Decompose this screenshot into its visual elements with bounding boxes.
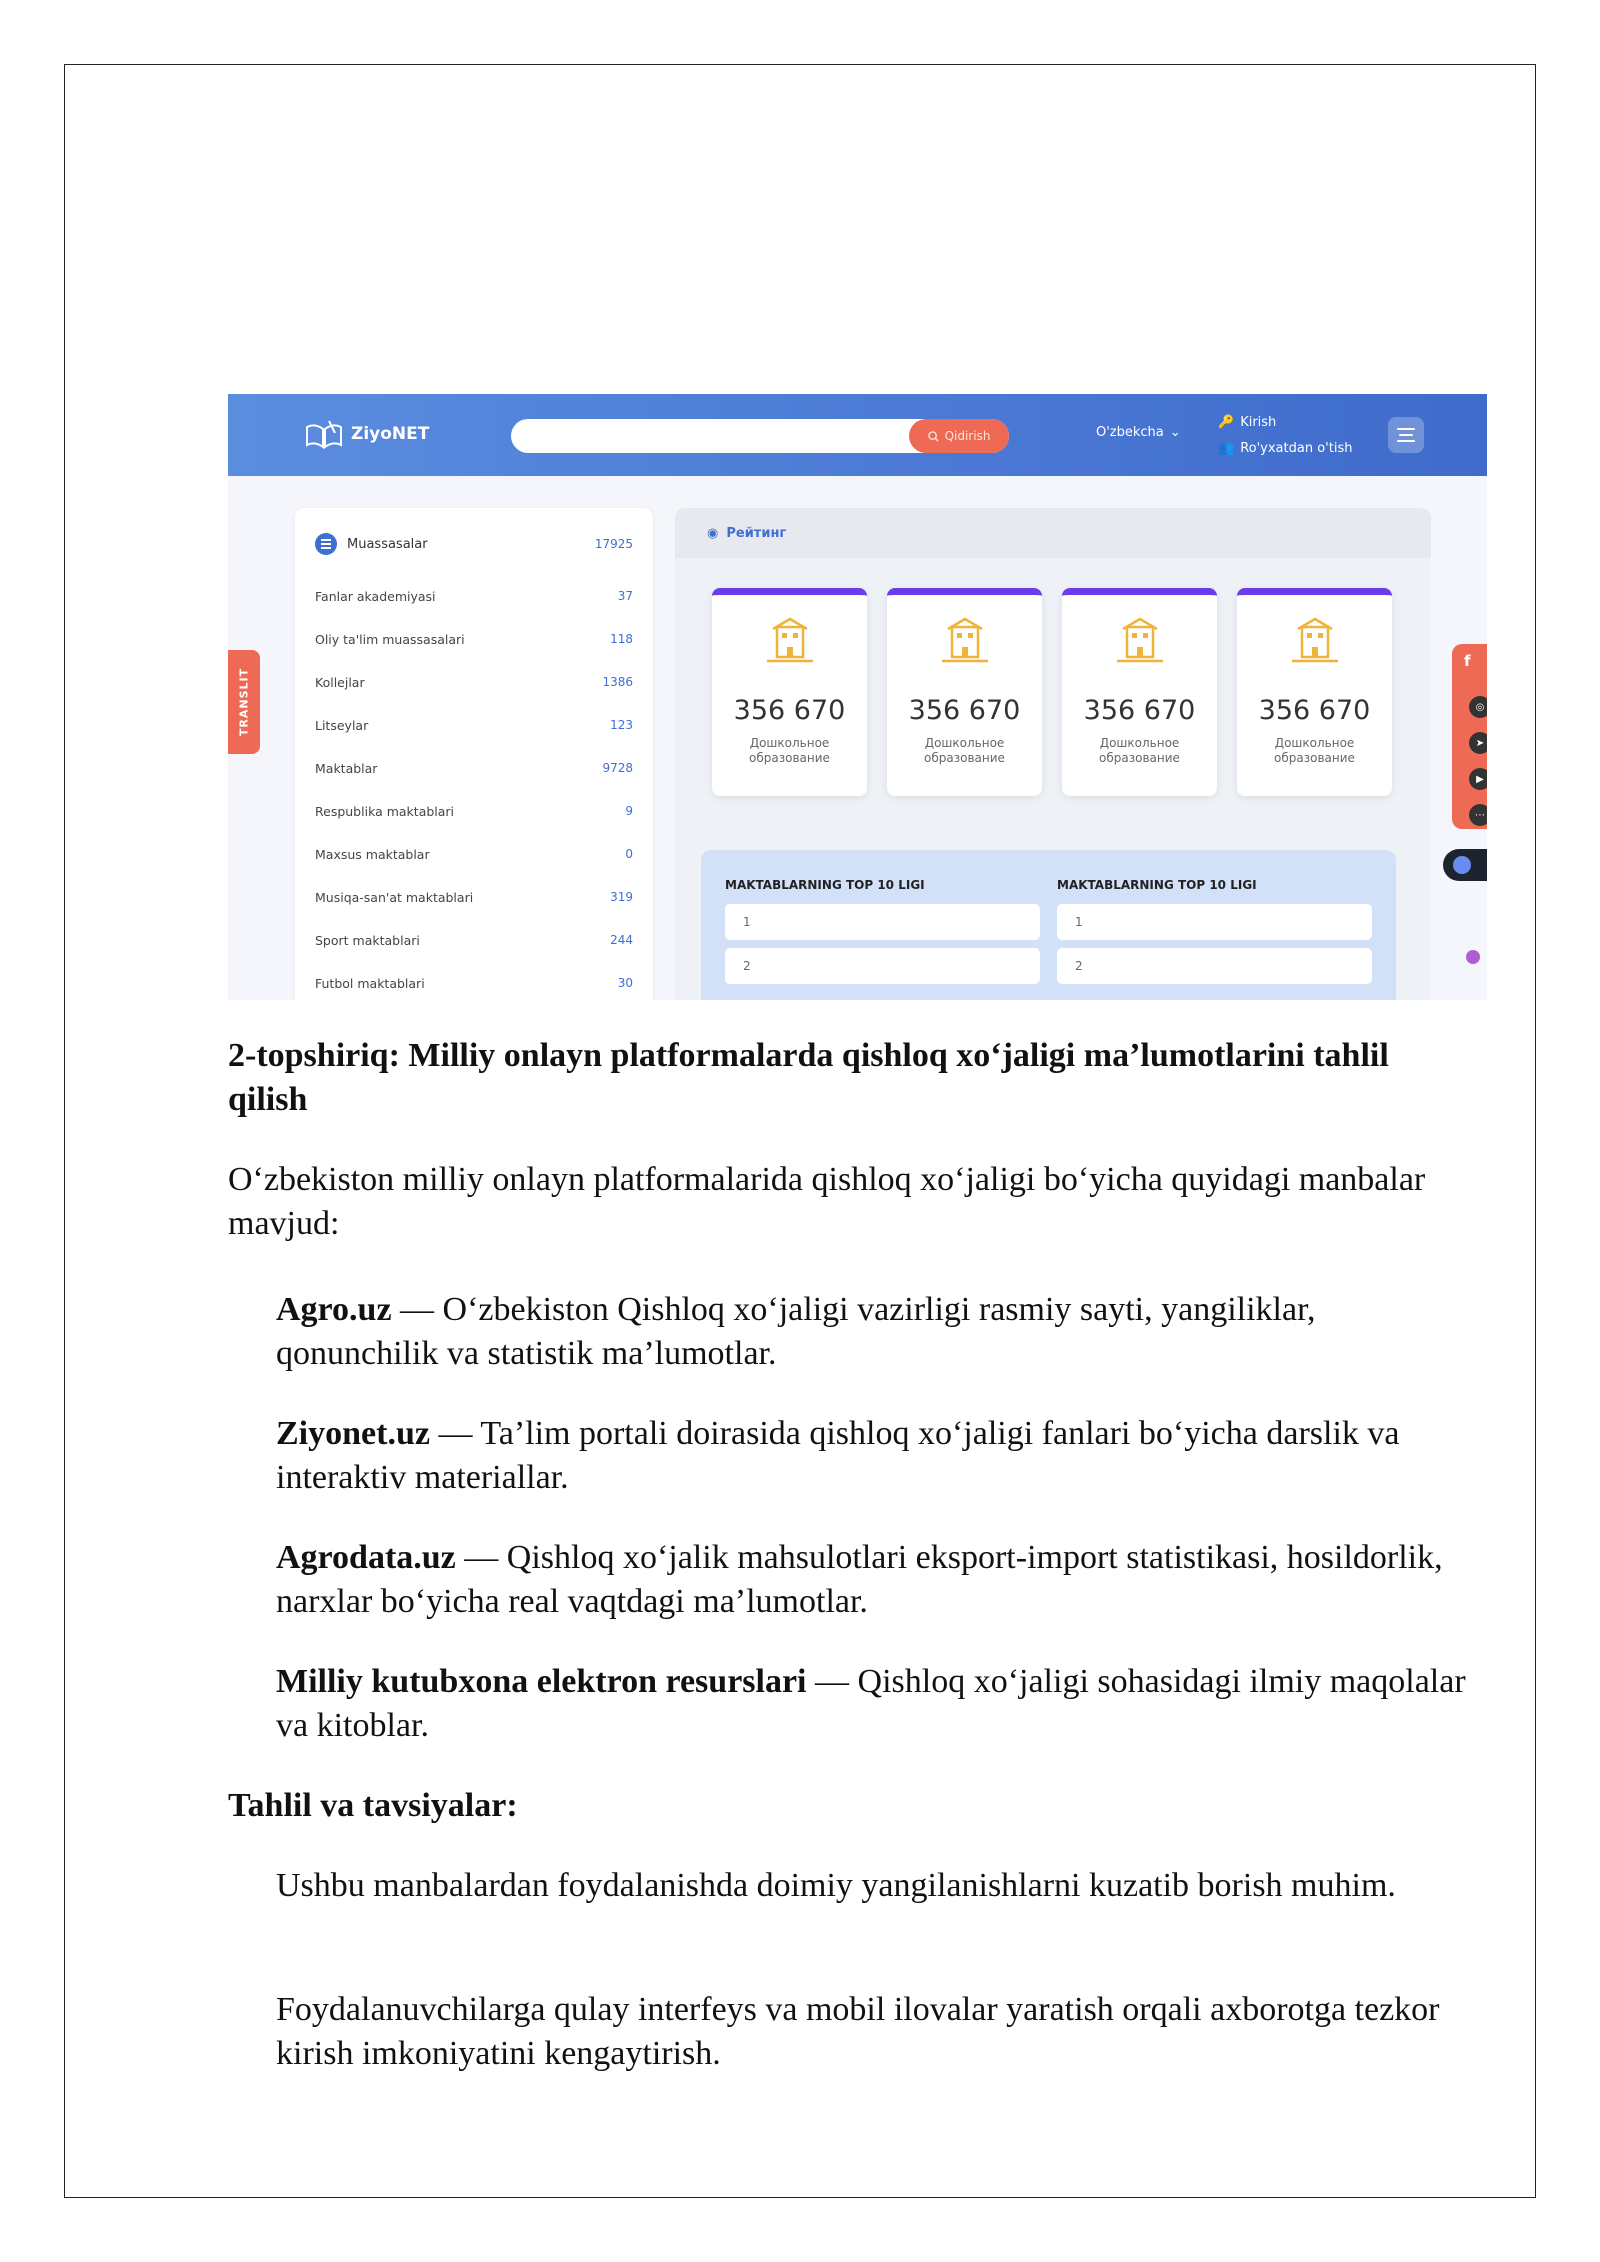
top10-item[interactable]: 1 bbox=[1057, 904, 1372, 940]
top10-item[interactable]: 1 bbox=[725, 904, 1040, 940]
institution-label: Kollejlar bbox=[315, 674, 365, 690]
rating-label: Рейтинг bbox=[726, 525, 787, 541]
stat-card[interactable] bbox=[1062, 588, 1217, 796]
auth-links bbox=[1218, 410, 1352, 462]
stat-card[interactable] bbox=[1237, 588, 1392, 796]
language-label: O'zbekcha bbox=[1096, 425, 1164, 440]
institution-count: 9728 bbox=[602, 761, 633, 775]
search-icon bbox=[928, 431, 939, 442]
stat-card[interactable] bbox=[887, 588, 1042, 796]
translit-label: TRANSLIT bbox=[237, 667, 251, 737]
analysis-heading: Tahlil va tavsiyalar: bbox=[228, 1787, 518, 1824]
search-input[interactable] bbox=[511, 419, 1009, 453]
translit-tab[interactable] bbox=[228, 650, 260, 754]
institution-row[interactable] bbox=[315, 791, 633, 831]
menu-line-icon bbox=[1397, 428, 1415, 430]
rating-bar[interactable] bbox=[675, 508, 1431, 558]
telegram-icon[interactable]: ➤ bbox=[1469, 732, 1487, 754]
source-desc: — O‘zbekiston Qishloq xo‘jaligi vazirligi rasmiy sayti, yangiliklar, qonunchilik va statistik ma’lumotlar. bbox=[276, 1291, 1316, 1372]
stat-caption: Дошкольное образование bbox=[924, 736, 1005, 765]
register-label: Ro'yxatdan o'tish bbox=[1240, 441, 1353, 456]
book-logo-icon bbox=[305, 419, 343, 449]
institution-count: 319 bbox=[610, 890, 633, 904]
top10-item[interactable]: 2 bbox=[725, 948, 1040, 984]
institution-count: 1386 bbox=[602, 675, 633, 689]
institution-count: 244 bbox=[610, 933, 633, 947]
source-name: Milliy kutubxona elektron resurslari bbox=[276, 1663, 807, 1700]
source-item bbox=[276, 1288, 1486, 1376]
institutions-header-label: Muassasalar bbox=[347, 536, 428, 552]
institution-count: 118 bbox=[610, 632, 633, 646]
menu-line-icon bbox=[1399, 434, 1413, 436]
institutions-header[interactable] bbox=[315, 524, 633, 564]
ziyonet-logo[interactable] bbox=[305, 414, 429, 454]
institution-count: 30 bbox=[617, 976, 633, 990]
institution-row[interactable] bbox=[315, 834, 633, 874]
brand-name: ZiyoNET bbox=[351, 424, 430, 444]
building-icon bbox=[1290, 617, 1340, 665]
institution-row[interactable] bbox=[315, 877, 633, 917]
ziyonet-screenshot bbox=[228, 394, 1487, 1000]
recommendation-item: Foydalanuvchilarga qulay interfeys va mobil ilovalar yaratish orqali axborotga tezkor kirish imkoniyatini kengaytirish. bbox=[276, 1991, 1440, 2072]
institution-label: Litseylar bbox=[315, 717, 369, 733]
youtube-icon[interactable]: ▶ bbox=[1469, 768, 1487, 790]
site-header bbox=[228, 394, 1487, 476]
rating-panel bbox=[675, 508, 1431, 1000]
facebook-icon[interactable]: f bbox=[1464, 652, 1471, 670]
institution-count: 123 bbox=[610, 718, 633, 732]
top10-item[interactable]: 2 bbox=[1057, 948, 1372, 984]
source-desc: — Qishloq xo‘jalik mahsulotlari eksport-import statistikasi, hosildorlik, narxlar bo‘yicha real vaqtdagi ma’lumotlar. bbox=[276, 1539, 1443, 1620]
instagram-icon[interactable]: ◎ bbox=[1469, 696, 1487, 718]
recommendation-item: Ushbu manbalardan foydalanishda doimiy yangilanishlarni kuzatib borish muhim. bbox=[276, 1867, 1396, 1904]
building-icon bbox=[940, 617, 990, 665]
top10-title: MAKTABLARNING TOP 10 LIGI bbox=[725, 878, 925, 892]
building-icon bbox=[1115, 617, 1165, 665]
task-heading: 2-topshiriq: Milliy onlayn platformalarda qishloq xo‘jaligi ma’lumotlarini tahlil qilish bbox=[228, 1037, 1389, 1118]
institution-row[interactable] bbox=[315, 705, 633, 745]
institution-label: Respublika maktablari bbox=[315, 803, 455, 819]
institution-count: 9 bbox=[625, 804, 633, 818]
key-icon: 🔑 bbox=[1218, 415, 1235, 430]
source-name: Agrodata.uz bbox=[276, 1539, 456, 1576]
search-button[interactable] bbox=[909, 419, 1009, 453]
source-item bbox=[276, 1536, 1486, 1624]
stat-caption: Дошкольное образование bbox=[1099, 736, 1180, 765]
stat-number: 356 670 bbox=[1258, 695, 1371, 726]
institution-label: Sport maktablari bbox=[315, 932, 420, 948]
login-label: Kirish bbox=[1240, 415, 1277, 430]
institutions-total: 17925 bbox=[594, 537, 633, 551]
institution-row[interactable] bbox=[315, 619, 633, 659]
language-select[interactable] bbox=[1096, 425, 1181, 440]
source-desc: — Ta’lim portali doirasida qishloq xo‘jaligi fanlari bo‘yicha darslik va interaktiv materiallar. bbox=[276, 1415, 1400, 1496]
institutions-panel bbox=[295, 508, 653, 1000]
users-icon: 👥 bbox=[1218, 441, 1235, 456]
building-icon bbox=[765, 617, 815, 665]
institution-row[interactable] bbox=[315, 920, 633, 960]
stat-caption: Дошкольное образование bbox=[749, 736, 830, 765]
top10-title: MAKTABLARNING TOP 10 LIGI bbox=[1057, 878, 1257, 892]
institution-label: Fanlar akademiyasi bbox=[315, 588, 436, 604]
stat-caption: Дошкольное образование bbox=[1274, 736, 1355, 765]
chevron-down-icon: ⌄ bbox=[1169, 425, 1181, 440]
institution-count: 0 bbox=[625, 847, 633, 861]
institution-row[interactable] bbox=[315, 576, 633, 616]
institution-row[interactable] bbox=[315, 748, 633, 788]
top10-section bbox=[701, 850, 1396, 1000]
list-icon bbox=[315, 533, 337, 555]
institution-row[interactable] bbox=[315, 963, 633, 1000]
stat-number: 356 670 bbox=[1083, 695, 1196, 726]
top10-column bbox=[725, 878, 1040, 992]
bot-icon bbox=[1453, 856, 1471, 874]
source-name: Ziyonet.uz bbox=[276, 1415, 430, 1452]
intro-paragraph: O‘zbekiston milliy onlayn platformalarida qishloq xo‘jaligi bo‘yicha quyidagi manbalar mavjud: bbox=[228, 1161, 1426, 1242]
source-name: Agro.uz bbox=[276, 1291, 392, 1328]
institution-label: Futbol maktablari bbox=[315, 975, 425, 991]
institution-label: Maktablar bbox=[315, 760, 378, 776]
menu-line-icon bbox=[1397, 440, 1415, 442]
stat-number: 356 670 bbox=[908, 695, 1021, 726]
source-item bbox=[276, 1660, 1486, 1748]
share-icon[interactable]: ⋯ bbox=[1469, 804, 1487, 826]
institution-label: Maxsus maktablar bbox=[315, 846, 430, 862]
top10-column bbox=[1057, 878, 1372, 992]
social-sidebar bbox=[1452, 644, 1487, 829]
source-item bbox=[276, 1412, 1486, 1500]
stat-card[interactable] bbox=[712, 588, 867, 796]
chat-bot-button[interactable] bbox=[1443, 849, 1487, 881]
brain-icon[interactable] bbox=[1466, 950, 1480, 964]
login-link[interactable] bbox=[1218, 410, 1352, 436]
location-pin-icon: ◉ bbox=[707, 525, 719, 541]
institution-label: Musiqa-san'at maktablari bbox=[315, 889, 474, 905]
source-desc: — Qishloq xo‘jaligi sohasidagi ilmiy maqolalar va kitoblar. bbox=[276, 1663, 1466, 1744]
register-link[interactable] bbox=[1218, 436, 1352, 462]
institution-row[interactable] bbox=[315, 662, 633, 702]
stat-number: 356 670 bbox=[733, 695, 846, 726]
search-button-label: Qidirish bbox=[944, 429, 991, 443]
institution-count: 37 bbox=[617, 589, 633, 603]
institution-label: Oliy ta'lim muassasalari bbox=[315, 631, 465, 647]
hamburger-menu-button[interactable] bbox=[1388, 417, 1424, 453]
